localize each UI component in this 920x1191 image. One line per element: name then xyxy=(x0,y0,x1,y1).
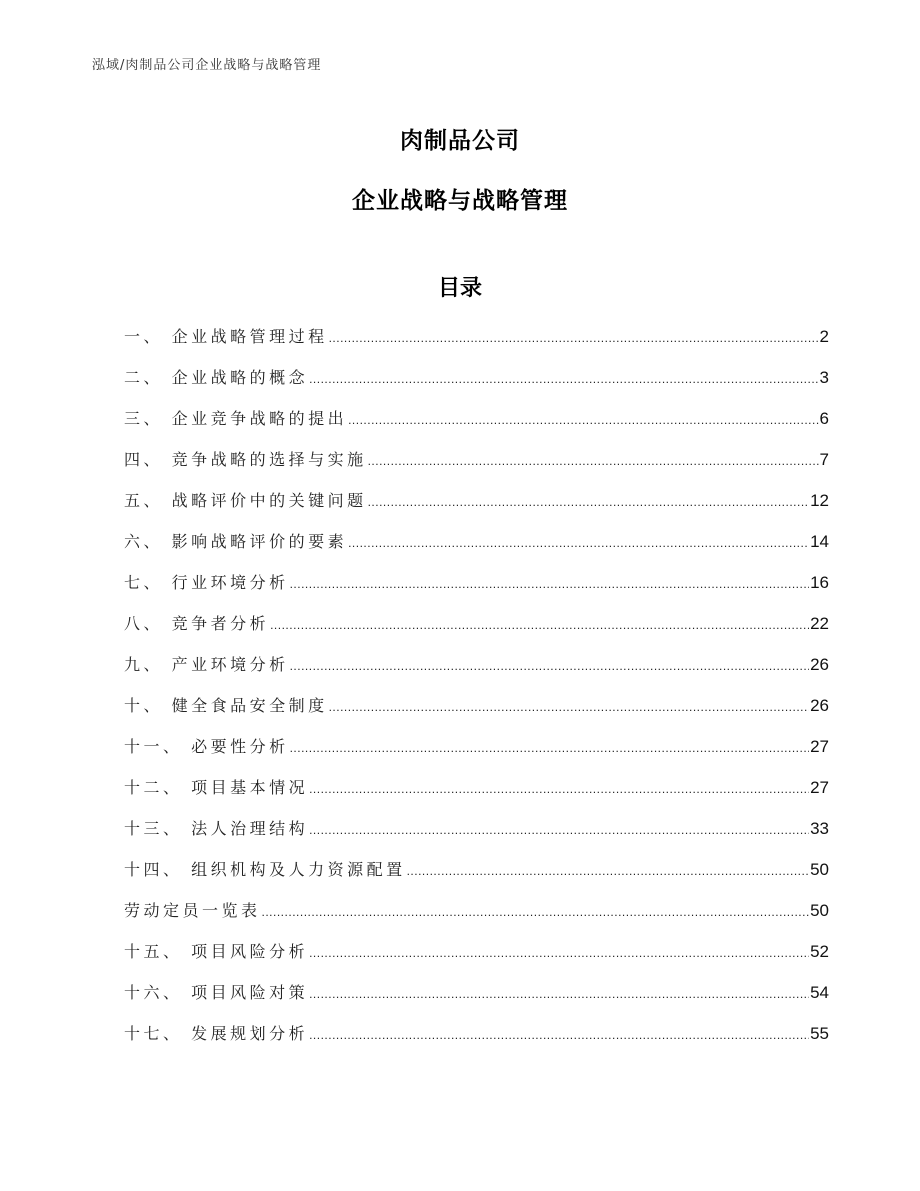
toc-entry-page: 33 xyxy=(810,819,829,838)
toc-entry-page: 52 xyxy=(810,942,829,961)
toc-entry[interactable] xyxy=(124,775,829,816)
toc-entry-page: 54 xyxy=(810,983,829,1002)
toc-entry-page: 14 xyxy=(810,532,829,551)
toc-leader-dots xyxy=(309,776,809,802)
toc-entry-page: 55 xyxy=(810,1024,829,1043)
toc-entry-page: 26 xyxy=(810,655,829,674)
toc-entry-label: 五、 战略评价中的关键问题 xyxy=(124,491,367,510)
toc-entry[interactable] xyxy=(124,570,829,611)
document-title-subject: 企业战略与战略管理 xyxy=(352,188,568,214)
toc-entry-label: 十一、 必要性分析 xyxy=(124,737,289,756)
toc-leader-dots xyxy=(309,366,818,392)
toc-entry[interactable] xyxy=(124,857,829,898)
toc-entry-label: 四、 竞争战略的选择与实施 xyxy=(124,450,367,469)
toc-leader-dots xyxy=(290,571,809,597)
toc-entry-page: 16 xyxy=(810,573,829,592)
toc-entry-page: 27 xyxy=(810,778,829,797)
toc-entry[interactable] xyxy=(124,611,829,652)
toc-entry-label: 二、 企业战略的概念 xyxy=(124,368,309,387)
toc-entry-label: 一、 企业战略管理过程 xyxy=(124,327,328,346)
toc-leader-dots xyxy=(329,325,819,351)
toc-entry[interactable] xyxy=(124,406,829,447)
toc-entry-label: 十六、 项目风险对策 xyxy=(124,983,309,1002)
toc-entry-label: 十三、 法人治理结构 xyxy=(124,819,309,838)
toc-entry-page: 7 xyxy=(819,450,829,469)
toc-entry[interactable] xyxy=(124,939,829,980)
toc-entry-label: 八、 竞争者分析 xyxy=(124,614,270,633)
toc-leader-dots xyxy=(368,448,819,474)
toc-entry-label: 九、 产业环境分析 xyxy=(124,655,289,674)
toc-entry[interactable] xyxy=(124,1021,829,1062)
toc-entry-page: 22 xyxy=(810,614,829,633)
toc-entry-page: 12 xyxy=(810,491,829,510)
toc-entry-page: 2 xyxy=(819,327,829,346)
toc-leader-dots xyxy=(329,694,809,720)
toc-entry[interactable] xyxy=(124,324,829,365)
toc-entry[interactable] xyxy=(124,816,829,857)
toc-leader-dots xyxy=(309,940,809,966)
toc-entry-label: 六、 影响战略评价的要素 xyxy=(124,532,348,551)
page-header: 泓域/肉制品公司企业战略与战略管理 xyxy=(92,58,322,73)
toc-entry-page: 50 xyxy=(810,860,829,879)
toc-entry-label: 劳动定员一览表 xyxy=(124,901,261,920)
toc-leader-dots xyxy=(407,858,809,884)
toc-entry-page: 50 xyxy=(810,901,829,920)
toc-leader-dots xyxy=(348,407,818,433)
toc-leader-dots xyxy=(309,817,809,843)
toc-entry-label: 十五、 项目风险分析 xyxy=(124,942,309,961)
toc-entry[interactable] xyxy=(124,365,829,406)
toc-leader-dots xyxy=(309,981,809,1007)
toc-entry-label: 十二、 项目基本情况 xyxy=(124,778,309,797)
toc-entry[interactable] xyxy=(124,980,829,1021)
toc-entry-page: 27 xyxy=(810,737,829,756)
toc-entry[interactable] xyxy=(124,488,829,529)
table-of-contents xyxy=(124,324,829,1062)
toc-entry-label: 十七、 发展规划分析 xyxy=(124,1024,309,1043)
toc-heading: 目录 xyxy=(437,276,482,301)
toc-entry[interactable] xyxy=(124,734,829,775)
toc-leader-dots xyxy=(348,530,809,556)
toc-entry[interactable] xyxy=(124,693,829,734)
toc-entry-page: 6 xyxy=(819,409,829,428)
toc-entry[interactable] xyxy=(124,529,829,570)
toc-leader-dots xyxy=(290,735,809,761)
toc-entry[interactable] xyxy=(124,898,829,939)
toc-entry[interactable] xyxy=(124,447,829,488)
toc-entry[interactable] xyxy=(124,652,829,693)
toc-leader-dots xyxy=(309,1022,809,1048)
document-title-company: 肉制品公司 xyxy=(400,128,520,154)
toc-leader-dots xyxy=(262,899,810,925)
toc-entry-label: 七、 行业环境分析 xyxy=(124,573,289,592)
toc-entry-label: 三、 企业竞争战略的提出 xyxy=(124,409,348,428)
toc-leader-dots xyxy=(270,612,809,638)
toc-entry-label: 十四、 组织机构及人力资源配置 xyxy=(124,860,406,879)
toc-entry-page: 3 xyxy=(819,368,829,387)
toc-leader-dots xyxy=(290,653,809,679)
toc-leader-dots xyxy=(368,489,809,515)
toc-entry-page: 26 xyxy=(810,696,829,715)
toc-entry-label: 十、 健全食品安全制度 xyxy=(124,696,328,715)
